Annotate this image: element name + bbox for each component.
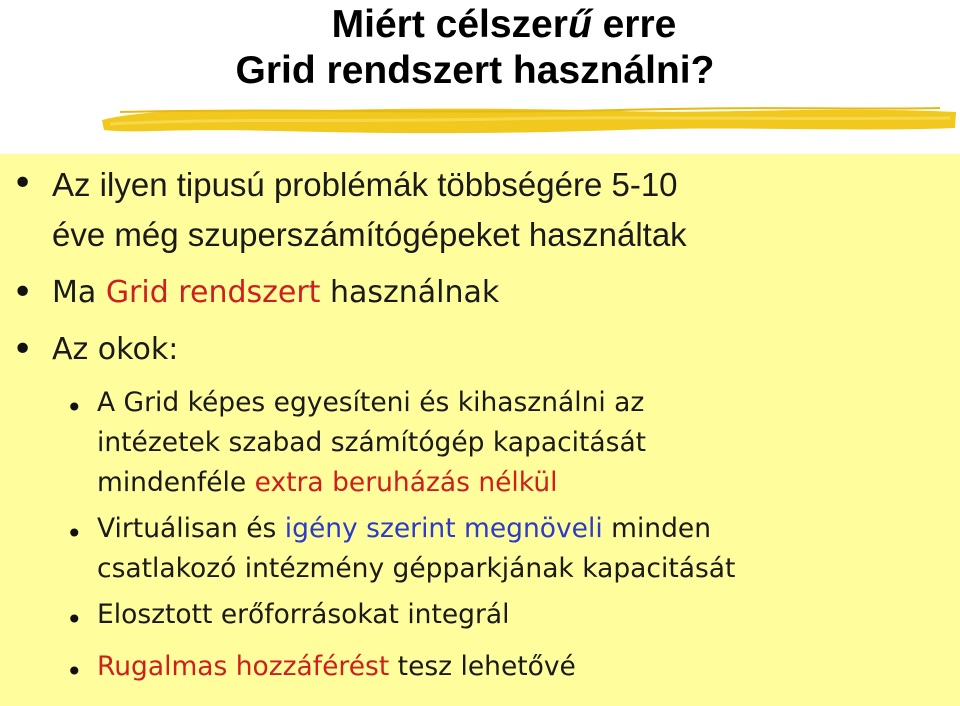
bullet-1-line-1: Az ilyen tipusú problémák többségére 5-10 xyxy=(52,166,678,203)
title-line-2: Grid rendszert használni? xyxy=(235,49,715,92)
bullet-2: Ma Grid rendszert használnak xyxy=(52,275,500,310)
highlighter-stroke xyxy=(100,98,958,138)
subbullet-dot: • xyxy=(66,517,83,550)
slide-title xyxy=(0,2,960,94)
subbullet-1-line-1: A Grid képes egyesíteni és kihasználni az xyxy=(97,387,645,418)
subbullet-dot: • xyxy=(66,655,83,688)
subbullet-dot: • xyxy=(66,603,83,636)
content-panel xyxy=(0,154,960,706)
subbullet-1-line-2: intézetek szabad számítógép kapacitását xyxy=(97,427,647,458)
title-line-1: Miért célszerű erre xyxy=(331,3,677,46)
bullet-dot: • xyxy=(12,329,34,370)
subbullet-2-line-1: Virtuálisan és igény szerint megnöveli minden xyxy=(97,513,712,544)
subbullet-4: Rugalmas hozzáférést tesz lehetővé xyxy=(97,651,576,682)
subbullet-1-line-3: mindenféle extra beruházás nélkül xyxy=(97,467,558,498)
subbullet-3: Elosztott erőforrásokat integrál xyxy=(97,599,510,630)
subbullet-dot: • xyxy=(66,391,83,424)
bullet-dot: • xyxy=(12,163,34,204)
bullet-1-line-2: éve még szuperszámítógépeket használtak xyxy=(52,216,687,253)
bullet-3: Az okok: xyxy=(52,332,179,367)
subbullet-2-line-2: csatlakozó intézmény gépparkjának kapacitását xyxy=(97,553,736,584)
bullet-dot: • xyxy=(12,272,34,313)
